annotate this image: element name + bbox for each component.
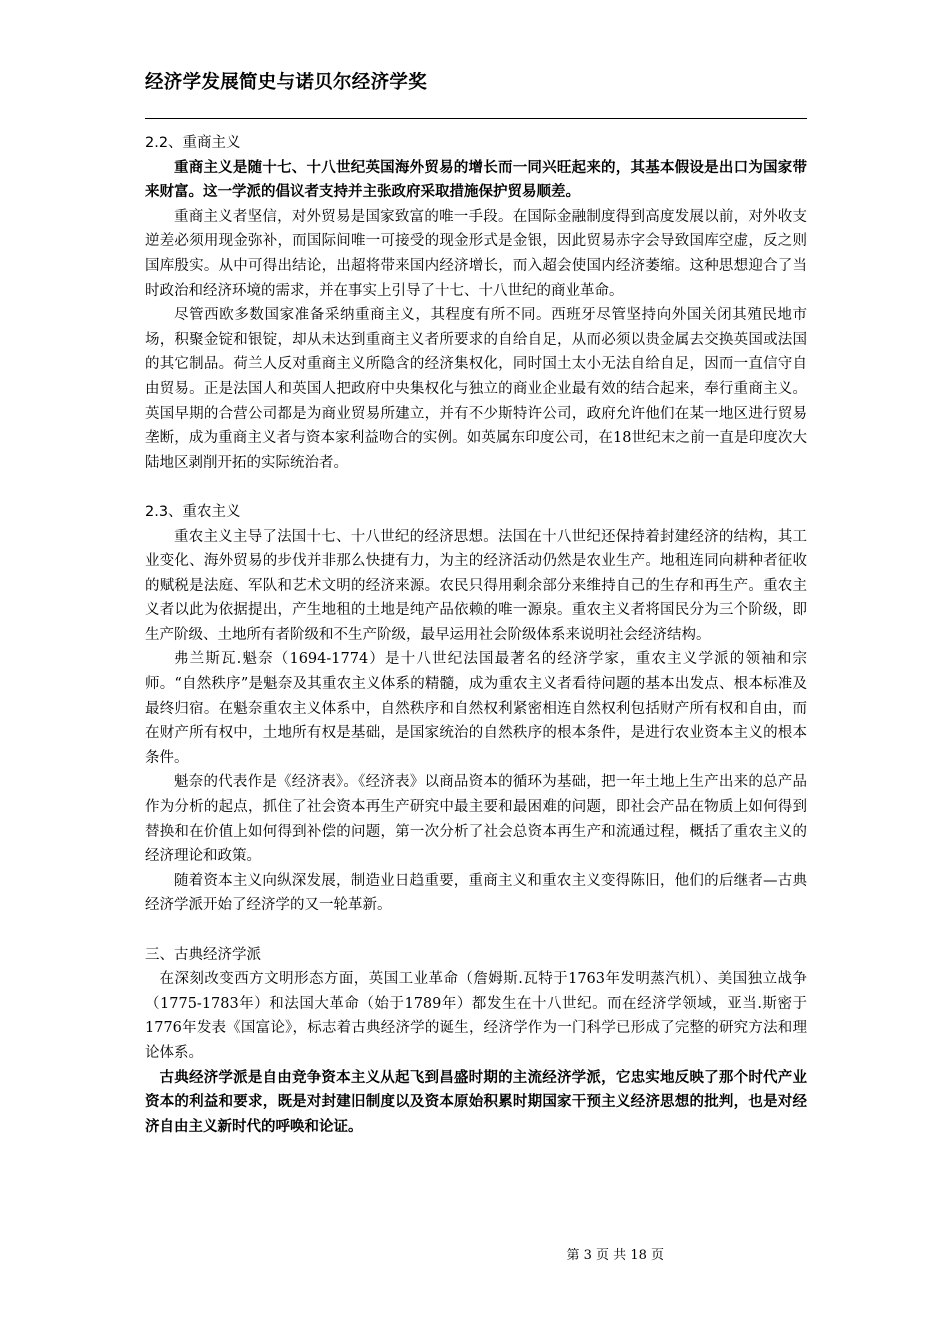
page-number-footer: 第 3 页 共 18 页 [566, 1248, 664, 1263]
section-heading-2-3: 2.3、重农主义 [145, 503, 241, 520]
paragraph-quesnay: 弗兰斯瓦.魁奈（1694-1774）是十八世纪法国最著名的经济学家，重农主义学派的领袖和宗师。“自然秩序”是魁奈及其重农主义体系的精髓，成为重农主义者看待问题的基本出发点、根本标准及最终归宿。在魁奈重农主义体系中，自然秩序和自然权利紧密相连自然权利包括财产所有权和自由，而在财产所有权中，土地所有权是基础，是国家统治的自然秩序的根本条件，是进行农业资本主义的根本条件。 [145, 651, 807, 766]
paragraph-classical-context: 在深刻改变西方文明形态方面，英国工业革命（詹姆斯.瓦特于1763年发明蒸汽机）、美国独立战争（1775-1783年）和法国大革命（始于1789年）都发生在十八世纪。而在经济学领域，亚当.斯密于1776年发表《国富论》，标志着古典经济学的诞生，经济学作为一门科学已形成了完整的研究方法和理论体系。 [145, 971, 807, 1061]
paragraph-mercantilism-europe: 尽管西欧多数国家准备采纳重商主义，其程度有所不同。西班牙尽管坚持向外国关闭其殖民地市场，积聚金锭和银锭，却从未达到重商主义者所要求的自给自足，从而必须以贵金属去交换英国或法国的其它制品。荷兰人反对重商主义所隐含的经济集权化，同时国土太小无法自给自足，因而一直信守自由贸易。正是法国人和英国人把政府中央集权化与独立的商业企业最有效的结合起来，奉行重商主义。英国早期的合营公司都是为商业贸易所建立，并有不少斯特许公司，政府允许他们在某一地区进行贸易垄断，成为重商主义者与资本家利益吻合的实例。如英属东印度公司，在18世纪末之前一直是印度次大陆地区剥削开拓的实际统治者。 [145, 307, 807, 471]
header-divider [145, 118, 807, 119]
running-header-title: 经济学发展简史与诺贝尔经济学奖 [145, 72, 428, 93]
section-spacer [145, 918, 807, 943]
document-body [145, 131, 807, 1139]
section-heading-3: 三、古典经济学派 [145, 946, 261, 963]
section-heading-2-2: 2.2、重商主义 [145, 135, 241, 151]
section-spacer [145, 475, 807, 500]
paragraph-transition-classical: 随着资本主义向纵深发展，制造业日趋重要，重商主义和重农主义变得陈旧，他们的后继者—古典经济学派开始了经济学的又一轮革新。 [145, 872, 807, 914]
paragraph-physiocracy-intro: 重农主义主导了法国十七、十八世纪的经济思想。法国在十八世纪还保持着封建经济的结构，其工业变化、海外贸易的步伐并非那么快捷有力，为主的经济活动仍然是农业生产。地租连同向耕种者征收的赋税是法庭、军队和艺术文明的经济来源。农民只得用剩余部分来维持自己的生存和再生产。重农主义者以此为依据提出，产生地租的土地是纯产品依赖的唯一源泉。重农主义者将国民分为三个阶级，即生产阶级、土地所有者阶级和不生产阶级，最早运用社会阶级体系来说明社会经济结构。 [145, 528, 807, 643]
paragraph-tableau-economique: 魁奈的代表作是《经济表》。《经济表》以商品资本的循环为基础，把一年土地上生产出来的总产品作为分析的起点，抓住了社会资本再生产研究中最主要和最困难的问题，即社会产品在物质上如何得到替换和在价值上如何得到补偿的问题，第一次分析了社会总资本再生产和流通过程，概括了重农主义的经济理论和政策。 [145, 774, 807, 865]
paragraph-classical-summary: 古典经济学派是自由竞争资本主义从起飞到昌盛时期的主流经济学派，它忠实地反映了那个时代产业资本的利益和要求，既是对封建旧制度以及资本原始积累时期国家干预主义经济思想的批判，也是对经济自由主义新时代的呼唤和论证。 [145, 1069, 807, 1135]
paragraph-mercantilism-belief: 重商主义者坚信，对外贸易是国家致富的唯一手段。在国际金融制度得到高度发展以前，对外收支逆差必须用现金弥补，而国际间唯一可接受的现金形式是金银，因此贸易赤字会导致国库空虚，反之则国库殷实。从中可得出结论，出超将带来国内经济增长，而入超会使国内经济萎缩。这种思想迎合了当时政治和经济环境的需求，并在事实上引导了十七、十八世纪的商业革命。 [145, 208, 807, 299]
paragraph-mercantilism-summary: 重商主义是随十七、十八世纪英国海外贸易的增长而一同兴旺起来的，其基本假设是出口为国家带来财富。这一学派的倡议者支持并主张政府采取措施保护贸易顺差。 [145, 159, 807, 201]
